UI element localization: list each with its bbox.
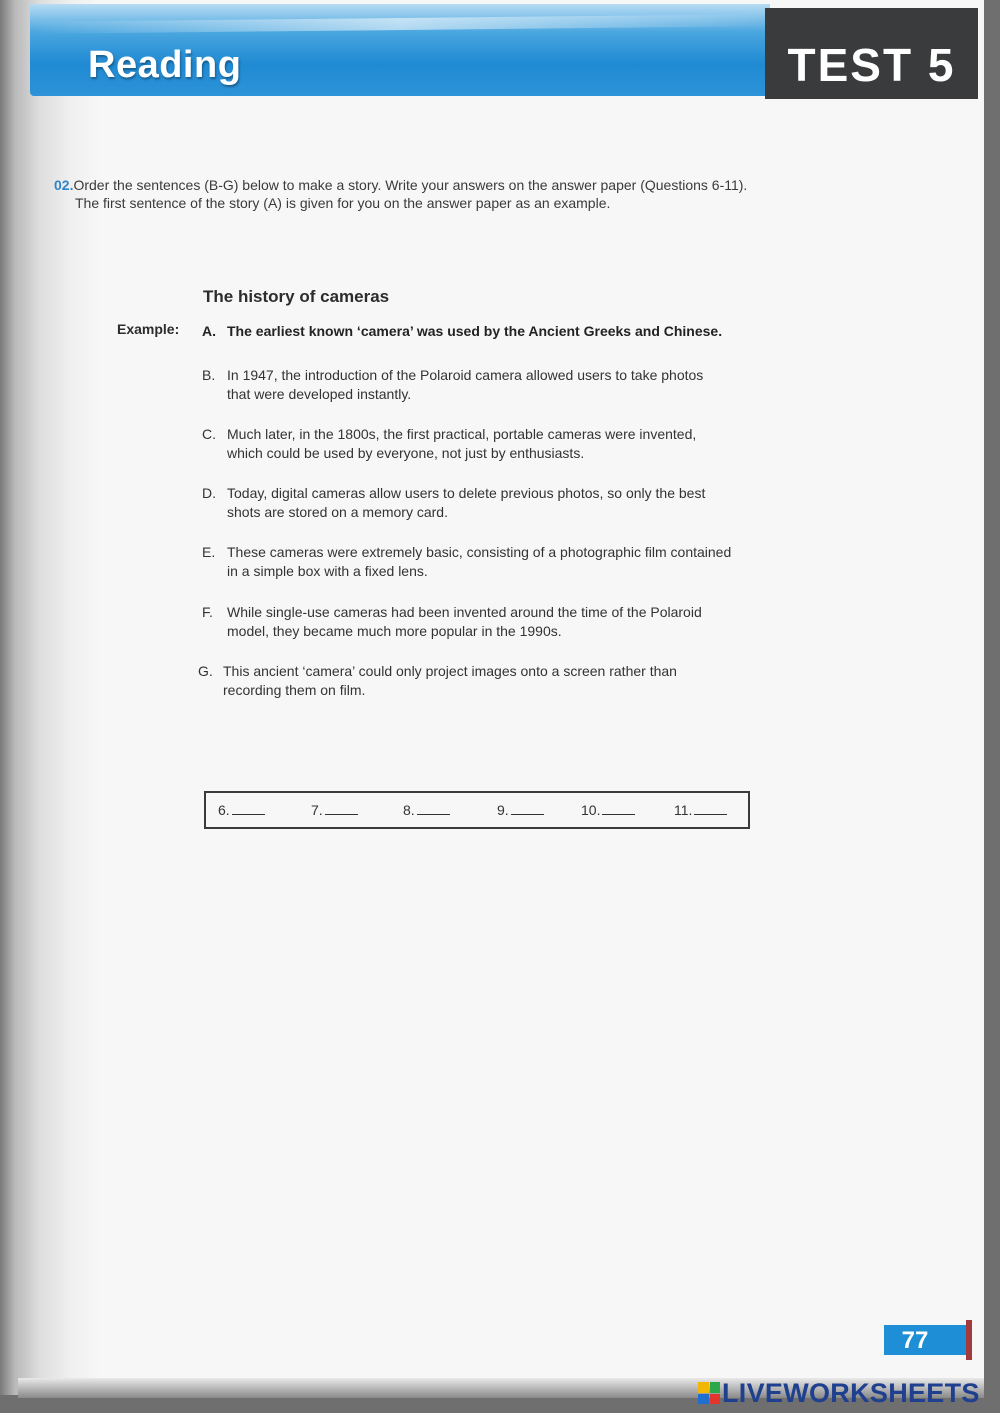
- example-label: Example:: [117, 321, 180, 337]
- sentence-line: These cameras were extremely basic, consisting of a photographic film contained: [227, 544, 732, 560]
- sentence-line: This ancient ‘camera’ could only project images onto a screen rather than: [223, 663, 677, 679]
- instruction-line-2: The first sentence of the story (A) is given for you on the answer paper as an example.: [75, 195, 611, 211]
- sentence-letter: D.: [202, 485, 216, 501]
- sentence-line: shots are stored on a memory card.: [227, 504, 448, 520]
- sentence-line: The earliest known ‘camera’ was used by the Ancient Greeks and Chinese.: [227, 323, 723, 339]
- answer-slot-7[interactable]: [311, 802, 358, 818]
- sentence-line: which could be used by everyone, not just by enthusiasts.: [227, 445, 585, 461]
- question-number: 02.: [54, 177, 74, 193]
- sentence-line: recording them on film.: [223, 682, 366, 698]
- sentence-line: In 1947, the introduction of the Polaroid camera allowed users to take photos: [227, 367, 704, 383]
- sentence-line: that were developed instantly.: [227, 386, 412, 402]
- sentence-letter: G.: [198, 663, 213, 679]
- sentence-b: [202, 366, 802, 404]
- answer-slot-11[interactable]: [674, 802, 727, 818]
- answer-number: 11.: [674, 802, 693, 818]
- sentence-line: Much later, in the 1800s, the first practical, portable cameras were invented,: [227, 426, 697, 442]
- watermark-text: LIVEWORKSHEETS: [722, 1377, 980, 1408]
- sentence-a: [202, 322, 802, 341]
- answer-blank[interactable]: [602, 802, 635, 815]
- sentence-line: model, they became much more popular in the 1990s.: [227, 623, 562, 639]
- answer-slot-9[interactable]: [497, 802, 544, 818]
- sentence-line: in a simple box with a fixed lens.: [227, 563, 428, 579]
- liveworksheets-watermark: [698, 1378, 980, 1408]
- answer-slot-6[interactable]: [218, 802, 265, 818]
- story-title: The history of cameras: [203, 287, 390, 306]
- answer-blank[interactable]: [694, 802, 727, 815]
- answer-blank[interactable]: [417, 802, 450, 815]
- sentence-line: While single-use cameras had been invented around the time of the Polaroid: [227, 604, 702, 620]
- sentence-g: [198, 662, 798, 700]
- sentence-c: [202, 425, 802, 463]
- instructions: [54, 176, 854, 212]
- page-edge-marker: [966, 1320, 972, 1360]
- answer-blank[interactable]: [232, 802, 265, 815]
- answer-number: 6.: [218, 802, 230, 818]
- page-number-box: [884, 1325, 970, 1355]
- test-label-box: [765, 8, 978, 99]
- liveworksheets-logo-icon: [698, 1382, 720, 1404]
- sentence-letter: F.: [202, 604, 213, 620]
- answer-number: 7.: [311, 802, 323, 818]
- answer-number: 8.: [403, 802, 415, 818]
- answer-box: [204, 791, 750, 829]
- page-number: 77: [901, 1327, 929, 1354]
- sentence-letter: C.: [202, 426, 216, 442]
- answer-blank[interactable]: [325, 802, 358, 815]
- answer-slot-8[interactable]: [403, 802, 450, 818]
- sentence-letter: B.: [202, 367, 216, 383]
- test-label: TEST 5: [787, 39, 956, 91]
- sentence-d: [202, 484, 802, 522]
- answer-blank[interactable]: [511, 802, 544, 815]
- instruction-line-1: Order the sentences (B-G) below to make a story. Write your answers on the answer paper (Questions 6-11).: [73, 177, 748, 193]
- answer-number: 10.: [581, 802, 601, 818]
- sentence-e: [202, 543, 802, 581]
- sentence-letter: E.: [202, 544, 216, 560]
- sentence-line: Today, digital cameras allow users to delete previous photos, so only the best: [227, 485, 706, 501]
- answer-slot-10[interactable]: [581, 802, 635, 818]
- sentence-f: [202, 603, 802, 641]
- section-title: Reading: [88, 44, 242, 86]
- sentence-letter: A.: [202, 323, 216, 339]
- answer-number: 9.: [497, 802, 509, 818]
